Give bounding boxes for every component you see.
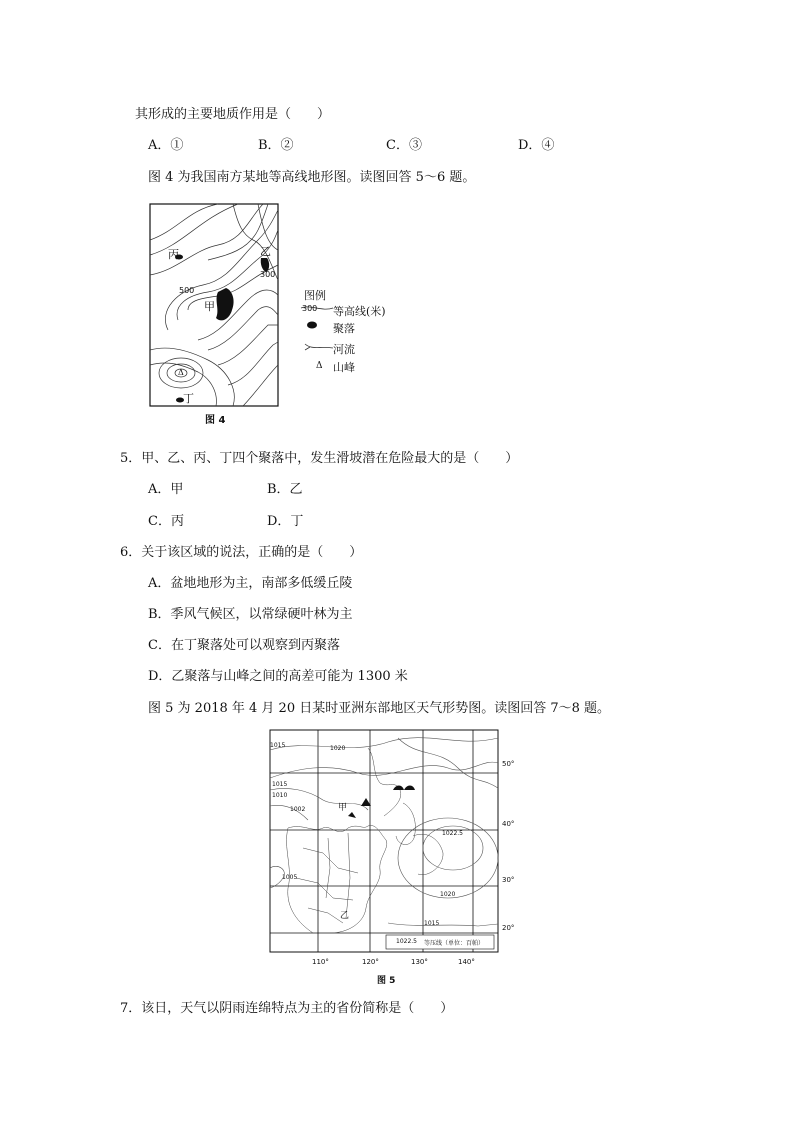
q5-option-c: C．丙 <box>148 514 184 529</box>
isobar-label-1015-w: 1015 <box>272 781 288 788</box>
question-6-stem: 6．关于该区域的说法，正确的是（ ） <box>120 545 363 560</box>
lat-label-40: 40° <box>502 820 515 828</box>
settlement-jia-label: 甲 <box>204 300 215 313</box>
legend-peak-text: 山峰 <box>333 361 355 374</box>
q6-option-d: D．乙聚落与山峰之间的高差可能为 1300 米 <box>148 669 408 684</box>
legend-contour-sample: 300 <box>302 304 318 313</box>
figure-5-weather-map <box>268 728 500 954</box>
settlement-ding-label: 丁 <box>183 392 194 405</box>
q4-option-b: B．② <box>258 138 294 153</box>
q6-option-a: A．盆地地形为主，南部多低缓丘陵 <box>148 576 353 591</box>
svg-text:Δ: Δ <box>178 368 184 377</box>
weather-place-jia: 甲 <box>338 803 348 813</box>
lat-label-20: 20° <box>502 924 515 932</box>
legend-river-text: 河流 <box>333 343 355 356</box>
figure-5-intro: 图 5 为 2018 年 4 月 20 日某时亚洲东部地区天气形势图。读图回答 7～8 题。 <box>148 701 611 716</box>
figure-5-caption: 图 5 <box>377 976 396 986</box>
figure-4-caption: 图 4 <box>205 415 226 426</box>
lat-label-50: 50° <box>502 760 515 768</box>
isobar-label-1015-s: 1015 <box>424 920 440 927</box>
contour-label-300: 300 <box>260 270 276 279</box>
q4-option-c: C．③ <box>386 138 422 153</box>
settlement-bing-label: 丙 <box>168 248 179 261</box>
isobar-label-1010: 1010 <box>272 792 288 799</box>
isobar-label-1022-5: 1022.5 <box>442 830 463 837</box>
question-7-stem: 7．该日，天气以阴雨连绵特点为主的省份简称是（ ） <box>120 1001 454 1016</box>
legend-peak-symbol: Δ <box>316 361 323 371</box>
q6-option-c: C．在丁聚落处可以观察到丙聚落 <box>148 638 340 653</box>
lon-label-110: 110° <box>312 958 329 966</box>
legend-river-symbol <box>304 340 334 354</box>
q4-option-a: A．① <box>148 138 184 153</box>
isobar-label-1020-n: 1020 <box>330 745 346 752</box>
legend-contour-text: 等高线(米) <box>333 305 386 318</box>
weather-legend-sample: 1022.5 <box>396 938 417 945</box>
weather-legend-text: 等压线（单位：百帕） <box>424 940 485 947</box>
q6-option-b: B．季风气候区，以常绿硬叶林为主 <box>148 607 353 622</box>
question-5-stem: 5．甲、乙、丙、丁四个聚落中，发生滑坡潜在危险最大的是（ ） <box>120 451 519 466</box>
figure-4-intro: 图 4 为我国南方某地等高线地形图。读图回答 5～6 题。 <box>148 170 476 185</box>
legend-title: 图例 <box>304 289 326 302</box>
q5-option-d: D．丁 <box>267 514 304 529</box>
isobar-label-1005: 1005 <box>282 874 298 881</box>
lon-label-120: 120° <box>362 958 379 966</box>
lat-label-30: 30° <box>502 876 515 884</box>
legend-settlement-text: 聚落 <box>333 322 355 335</box>
isobar-label-1002: 1002 <box>290 806 306 813</box>
lon-label-140: 140° <box>458 958 475 966</box>
isobar-label-1015-nw: 1015 <box>270 742 286 749</box>
q4-option-d: D．④ <box>518 138 555 153</box>
weather-place-yi: 乙 <box>340 911 350 921</box>
isobar-label-1020-e: 1020 <box>440 891 456 898</box>
q5-option-b: B．乙 <box>267 482 303 497</box>
question-4-stem: 其形成的主要地质作用是（ ） <box>135 107 331 122</box>
contour-label-500: 500 <box>179 286 195 295</box>
legend-settlement-symbol <box>305 320 319 330</box>
lon-label-130: 130° <box>411 958 428 966</box>
figure-4-contour-map <box>148 200 283 410</box>
settlement-yi-label: 乙 <box>260 245 271 258</box>
q5-option-a: A．甲 <box>148 482 184 497</box>
